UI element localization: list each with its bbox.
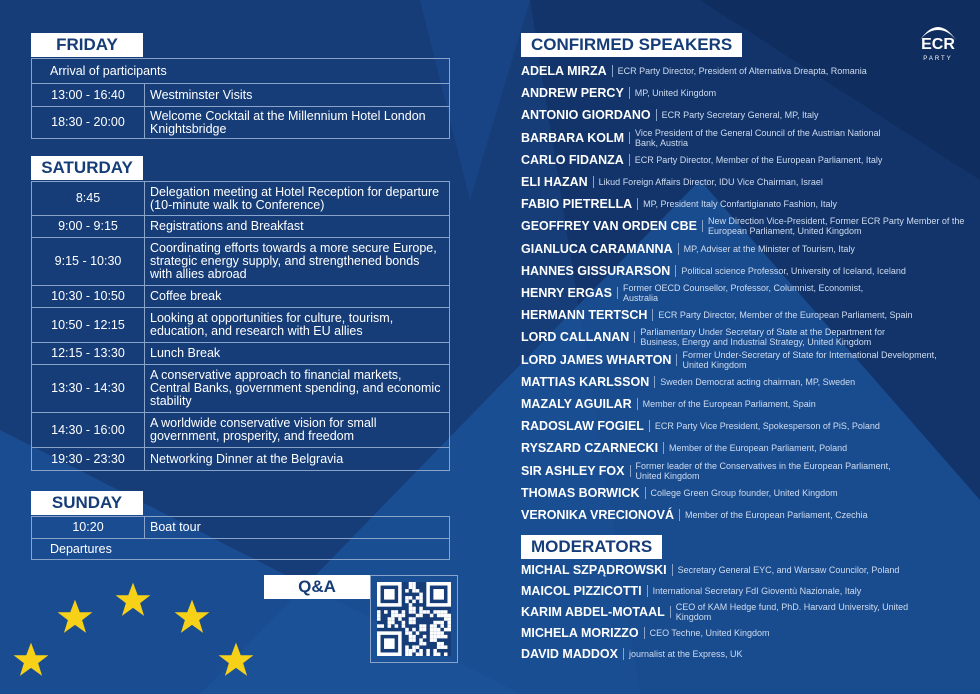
- speaker-name: ANDREW PERCY: [521, 86, 624, 101]
- schedule-desc: Arrival of participants: [32, 59, 450, 84]
- speaker-description: College Green Group founder, United Kingdom: [650, 487, 838, 498]
- speaker-item: [521, 397, 816, 411]
- speaker-description: MP, Adviser at the Minister of Tourism, Italy: [683, 243, 855, 254]
- speaker-description: Political science Professor, University of Iceland, Iceland: [681, 265, 906, 276]
- speaker-item: [521, 460, 896, 481]
- table-row: [32, 107, 450, 139]
- speaker-description: Former leader of the Conservatives in the European Parliament, United Kingdom: [635, 460, 891, 481]
- speaker-item: [521, 419, 880, 433]
- separator: [629, 154, 630, 166]
- schedule-time: 13:00 - 16:40: [32, 84, 145, 107]
- schedule-desc: Departures: [32, 539, 450, 560]
- separator: [637, 398, 638, 410]
- schedule-time: 19:30 - 23:30: [32, 448, 145, 471]
- speaker-name: GIANLUCA CARAMANNA: [521, 241, 673, 256]
- schedule-time: 12:15 - 13:30: [32, 343, 145, 365]
- separator: [676, 354, 677, 366]
- schedule-desc: Networking Dinner at the Belgravia: [145, 448, 450, 471]
- schedule-desc: Delegation meeting at Hotel Reception for departure (10-minute walk to Conference): [145, 182, 450, 216]
- ecr-party-logo: [912, 20, 964, 68]
- schedule-time: 14:30 - 16:00: [32, 413, 145, 448]
- schedule-time: 10:20: [32, 517, 145, 539]
- separator: [647, 585, 648, 597]
- speaker-description: ECR Party Director, Member of the European Parliament, Italy: [634, 154, 883, 165]
- speaker-description: Likud Foreign Affairs Director, IDU Vice Chairman, Israel: [598, 177, 823, 187]
- speaker-item: [521, 486, 838, 500]
- speaker-name: RYSZARD CZARNECKI: [521, 441, 659, 456]
- speaker-name: THOMAS BORWICK: [521, 485, 640, 500]
- friday-label: FRIDAY: [31, 33, 143, 57]
- schedule-desc: Coordinating efforts towards a more secure Europe, strategic energy supply, and strengthened bonds with allies abroad: [145, 238, 450, 286]
- separator: [629, 132, 630, 144]
- separator: [630, 465, 631, 477]
- speaker-item: [521, 327, 900, 348]
- separator: [670, 606, 671, 618]
- speaker-description: New Direction Vice-President, Former ECR Party Member of the European Parliament, United Kingdom: [707, 216, 965, 237]
- moderator-item: [521, 563, 899, 577]
- speaker-description: Parliamentary Under Secretary of State at the Department for Business, Energy and Industrial Strategy, United Kingdom: [640, 327, 885, 348]
- schedule-time: 18:30 - 20:00: [32, 107, 145, 139]
- qr-code-box[interactable]: [370, 575, 458, 663]
- schedule-time: 9:15 - 10:30: [32, 238, 145, 286]
- schedule-time: 9:00 - 9:15: [32, 216, 145, 238]
- table-row: [32, 286, 450, 308]
- separator: [702, 220, 703, 232]
- speaker-name: SIR ASHLEY FOX: [521, 463, 625, 478]
- friday-schedule-table: [31, 58, 450, 139]
- speaker-description: Member of the European Parliament, Spain: [642, 399, 816, 409]
- speaker-description: Former Under-Secretary of State for International Development, United Kingdom: [682, 349, 937, 370]
- moderator-description: CEO of KAM Hedge fund, PhD. Harvard University, United Kingdom: [675, 602, 909, 622]
- separator: [612, 65, 613, 77]
- separator: [637, 198, 638, 210]
- schedule-desc: A worldwide conservative vision for small government, prosperity, and freedom: [145, 413, 450, 448]
- separator: [644, 627, 645, 639]
- qr-code-icon: [377, 582, 451, 656]
- speaker-item: [521, 441, 847, 455]
- speaker-name: MAZALY AGUILAR: [521, 397, 632, 411]
- speaker-item: [521, 153, 882, 167]
- speaker-item: [521, 64, 867, 78]
- logo-subtext: PARTY: [923, 56, 953, 62]
- schedule-time: 8:45: [32, 182, 145, 216]
- moderator-name: KARIM ABDEL-MOTAAL: [521, 605, 665, 619]
- speaker-description: Former OECD Counsellor, Professor, Columnist, Economist, Australia: [623, 283, 864, 303]
- moderator-name: MICHELA MORIZZO: [521, 626, 639, 640]
- separator: [649, 420, 650, 432]
- table-row: [32, 216, 450, 238]
- speaker-name: VERONIKA VRECIONOVÁ: [521, 508, 675, 522]
- saturday-schedule-table: [31, 181, 450, 471]
- table-row: [32, 539, 450, 560]
- separator: [593, 176, 594, 188]
- schedule-desc: Boat tour: [145, 517, 450, 539]
- table-row: [32, 308, 450, 343]
- moderator-description: journalist at the Express, UK: [629, 649, 743, 659]
- table-row: [32, 343, 450, 365]
- speaker-description: ECR Party Director, President of Alternativa Dreapta, Romania: [617, 66, 867, 76]
- speaker-item: [521, 216, 968, 237]
- sunday-label: SUNDAY: [31, 491, 143, 515]
- moderator-name: MAICOL PIZZICOTTI: [521, 584, 642, 598]
- schedule-desc: Coffee break: [145, 286, 450, 308]
- table-row: [32, 517, 450, 539]
- moderator-name: MICHAL SZPĄDROWSKI: [521, 563, 667, 577]
- table-row: [32, 365, 450, 413]
- speaker-item: [521, 308, 913, 322]
- speaker-item: [521, 349, 942, 370]
- speaker-item: [521, 197, 837, 211]
- speaker-item: [521, 375, 855, 389]
- schedule-desc: Registrations and Breakfast: [145, 216, 450, 238]
- table-row: [32, 182, 450, 216]
- speaker-description: Sweden Democrat acting chairman, MP, Sweden: [660, 376, 856, 387]
- separator: [656, 109, 657, 121]
- speaker-description: ECR Party Vice President, Spokesperson of PiS, Poland: [654, 421, 880, 432]
- schedule-desc: Westminster Visits: [145, 84, 450, 107]
- schedule-desc: Welcome Cocktail at the Millennium Hotel London Knightsbridge: [145, 107, 450, 139]
- speaker-name: LORD CALLANAN: [521, 330, 630, 345]
- speaker-name: CARLO FIDANZA: [521, 152, 624, 167]
- star-icon: [217, 641, 255, 679]
- speaker-description: MP, United Kingdom: [634, 88, 717, 99]
- speaker-description: ECR Party Secretary General, MP, Italy: [661, 110, 819, 121]
- speaker-item: [521, 283, 883, 303]
- star-icon: [173, 598, 211, 636]
- separator: [634, 331, 635, 343]
- moderator-item: [521, 626, 769, 640]
- table-row: [32, 59, 450, 84]
- moderators-title: MODERATORS: [521, 535, 662, 559]
- saturday-label: SATURDAY: [31, 156, 143, 180]
- speaker-name: HENRY ERGAS: [521, 286, 612, 300]
- star-icon: [114, 581, 152, 619]
- speakers-title: CONFIRMED SPEAKERS: [521, 33, 742, 57]
- moderator-name: DAVID MADDOX: [521, 647, 618, 661]
- speaker-item: [521, 508, 868, 522]
- speaker-name: ANTONIO GIORDANO: [521, 108, 651, 123]
- speaker-description: Vice President of the General Council of the Austrian National Bank, Austria: [635, 127, 881, 148]
- moderator-item: [521, 602, 936, 622]
- speaker-name: BARBARA KOLM: [521, 130, 624, 145]
- qa-label: Q&A: [264, 575, 370, 599]
- speaker-item: [521, 264, 906, 278]
- separator: [678, 243, 679, 255]
- speaker-name: LORD JAMES WHARTON: [521, 352, 672, 367]
- separator: [663, 442, 664, 454]
- speaker-name: MATTIAS KARLSSON: [521, 374, 650, 389]
- table-row: [32, 448, 450, 471]
- separator: [679, 509, 680, 521]
- star-icon: [56, 598, 94, 636]
- separator: [623, 648, 624, 660]
- separator: [672, 564, 673, 576]
- speaker-name: RADOSLAW FOGIEL: [521, 419, 644, 434]
- moderator-item: [521, 647, 743, 661]
- separator: [617, 287, 618, 299]
- speaker-item: [521, 242, 855, 256]
- sunday-schedule-table: [31, 516, 450, 560]
- separator: [629, 87, 630, 99]
- moderator-item: [521, 584, 861, 598]
- speaker-item: [521, 175, 823, 189]
- speaker-name: ELI HAZAN: [521, 175, 588, 189]
- speaker-name: HERMANN TERTSCH: [521, 308, 648, 323]
- moderator-description: CEO Techne, United Kingdom: [649, 628, 770, 638]
- speaker-description: ECR Party Director, Member of the European Parliament, Spain: [658, 310, 913, 321]
- schedule-time: 13:30 - 14:30: [32, 365, 145, 413]
- separator: [645, 487, 646, 499]
- schedule-desc: A conservative approach to financial markets, Central Banks, government spending, and economic stability: [145, 365, 450, 413]
- separator: [652, 309, 653, 321]
- speaker-description: Member of the European Parliament, Czechia: [685, 510, 868, 520]
- star-icon: [12, 641, 50, 679]
- speaker-name: GEOFFREY VAN ORDEN CBE: [521, 219, 697, 234]
- speaker-name: HANNES GISSURARSON: [521, 263, 671, 278]
- speaker-item: [521, 108, 819, 122]
- separator: [675, 265, 676, 277]
- speaker-description: MP, President Italy Confartigianato Fashion, Italy: [643, 199, 838, 210]
- speaker-item: [521, 86, 716, 100]
- table-row: [32, 413, 450, 448]
- separator: [654, 376, 655, 388]
- table-row: [32, 84, 450, 107]
- schedule-desc: Looking at opportunities for culture, tourism, education, and research with EU allies: [145, 308, 450, 343]
- logo-text: ECR: [921, 36, 955, 53]
- speaker-description: Member of the European Parliament, Poland: [669, 443, 848, 454]
- moderator-description: International Secretary FdI Gioventù Nazionale, Italy: [652, 586, 862, 596]
- speaker-name: FABIO PIETRELLA: [521, 197, 633, 212]
- table-row: [32, 238, 450, 286]
- schedule-time: 10:30 - 10:50: [32, 286, 145, 308]
- speaker-item: [521, 127, 895, 148]
- moderator-description: Secretary General EYC, and Warsaw Councilor, Poland: [677, 565, 900, 575]
- speaker-name: ADELA MIRZA: [521, 64, 607, 78]
- schedule-desc: Lunch Break: [145, 343, 450, 365]
- schedule-time: 10:50 - 12:15: [32, 308, 145, 343]
